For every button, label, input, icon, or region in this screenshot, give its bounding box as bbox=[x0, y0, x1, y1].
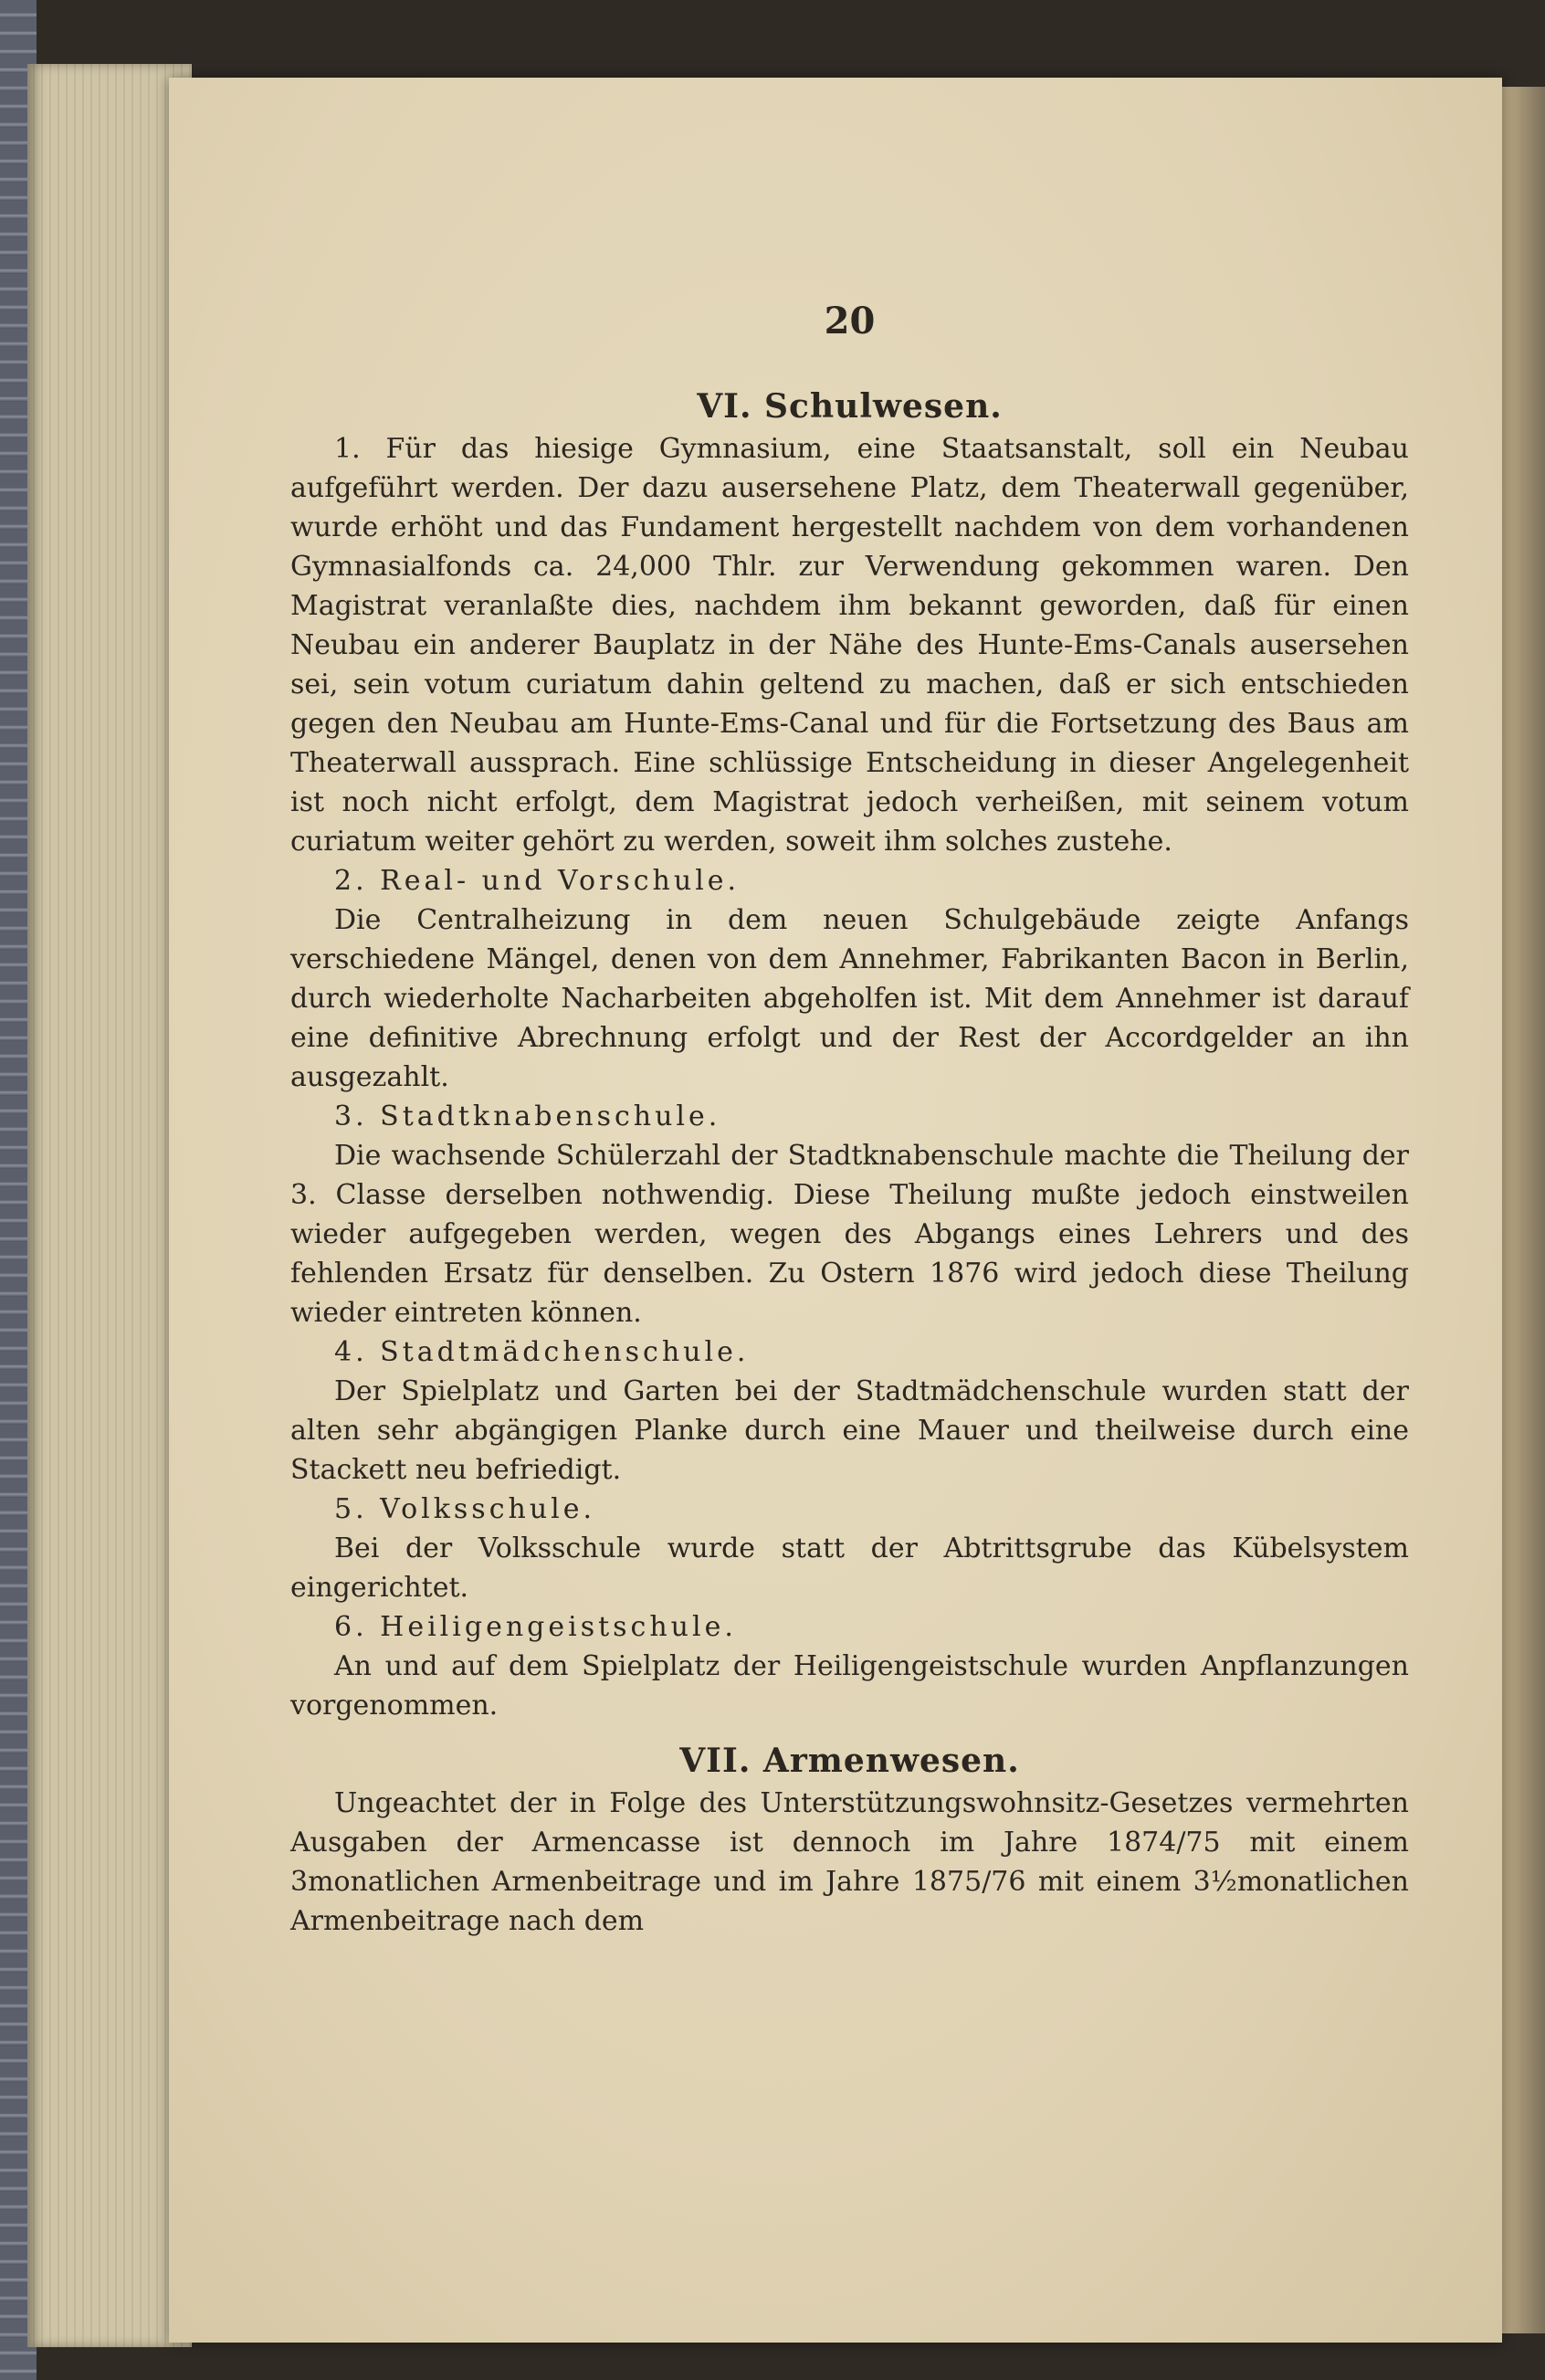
paragraph-gymnasium: 1. Für das hiesige Gymnasium, eine Staatsanstalt, soll ein Neubau aufgeführt werden. Der dazu ausersehene Platz, dem Theaterwall gegenüber, wurde erhöht und das Fundament hergestellt nachdem von dem vorhandenen Gymnasialfonds ca. 24,000 Thlr. zur Verwendung gekommen waren. Den Magistrat veranlaßte dies, nachdem ihm bekannt geworden, daß für einen Neubau ein anderer Bauplatz in der Nähe des Hunte-Ems-Canals ausersehen sei, sein votum curiatum dahin geltend zu machen, daß er sich entschieden gegen den Neubau am Hunte-Ems-Canal und für die Fortsetzung des Baus am Theaterwall aussprach. Eine schlüssige Entscheidung in dieser Angelegenheit ist noch nicht erfolgt, dem Magistrat jedoch verheißen, mit seinem votum curiatum weiter gehört zu werden, soweit ihm solches zustehe. bbox=[290, 433, 1409, 858]
paragraph-armencasse: Ungeachtet der in Folge des Unterstützungswohnsitz-Gesetzes vermehrten Ausgaben der Armencasse ist dennoch im Jahre 1874/75 mit einem 3monatlichen Armenbeitrage und im Jahre 1875/76 mit einem 3½monatlichen Armenbeitrage nach dem bbox=[290, 1787, 1409, 1937]
paragraph-schuelerzahl: Die wachsende Schülerzahl der Stadtknabenschule machte die Theilung der 3. Classe derselben nothwendig. Diese Theilung mußte jedoch einstweilen wieder aufgegeben werden, wegen des Abgangs eines Lehrers und des fehlenden Ersatz für denselben. Zu Ostern 1876 wird jedoch diese Theilung wieder eintreten können. bbox=[290, 1140, 1409, 1329]
paragraph-heiligengeistschule: An und auf dem Spielplatz der Heiligengeistschule wurden Anpflanzungen vorgenommen. bbox=[290, 1650, 1409, 1722]
subheading-volksschule: 5. Volksschule. bbox=[334, 1493, 596, 1525]
page-number: 20 bbox=[824, 300, 876, 342]
subheading-realschule: 2. Real- und Vorschule. bbox=[334, 865, 741, 897]
paragraph-spielplatz: Der Spielplatz und Garten bei der Stadtmädchenschule wurden statt der alten sehr abgängigen Planke durch eine Mauer und theilweise durch eine Stackett neu befriedigt. bbox=[290, 1375, 1409, 1486]
subheading-stadtknabenschule: 3. Stadtknabenschule. bbox=[334, 1100, 721, 1132]
subheading-heiligengeistschule: 6. Heiligengeistschule. bbox=[334, 1611, 737, 1643]
page-stack-edges bbox=[27, 64, 192, 2347]
paragraph-volksschule: Bei der Volksschule wurde statt der Abtrittsgrube das Kübelsystem eingerichtet. bbox=[290, 1532, 1409, 1604]
section-title-armenwesen: VII. Armenwesen. bbox=[679, 1742, 1020, 1780]
section-title-schulwesen: VI. Schulwesen. bbox=[697, 387, 1003, 426]
paragraph-centralheizung: Die Centralheizung in dem neuen Schulgebäude zeigte Anfangs verschiedene Mängel, denen von dem Annehmer, Fabrikanten Bacon in Berlin, durch wiederholte Nacharbeiten abgeholfen ist. Mit dem Annehmer ist darauf eine definitive Abrechnung erfolgt und der Rest der Accordgelder an ihn ausgezahlt. bbox=[290, 904, 1409, 1093]
facing-page-edge bbox=[1502, 87, 1545, 2333]
subheading-stadtmaedchenschule: 4. Stadtmädchenschule. bbox=[334, 1336, 750, 1368]
page-content bbox=[290, 301, 1409, 1941]
